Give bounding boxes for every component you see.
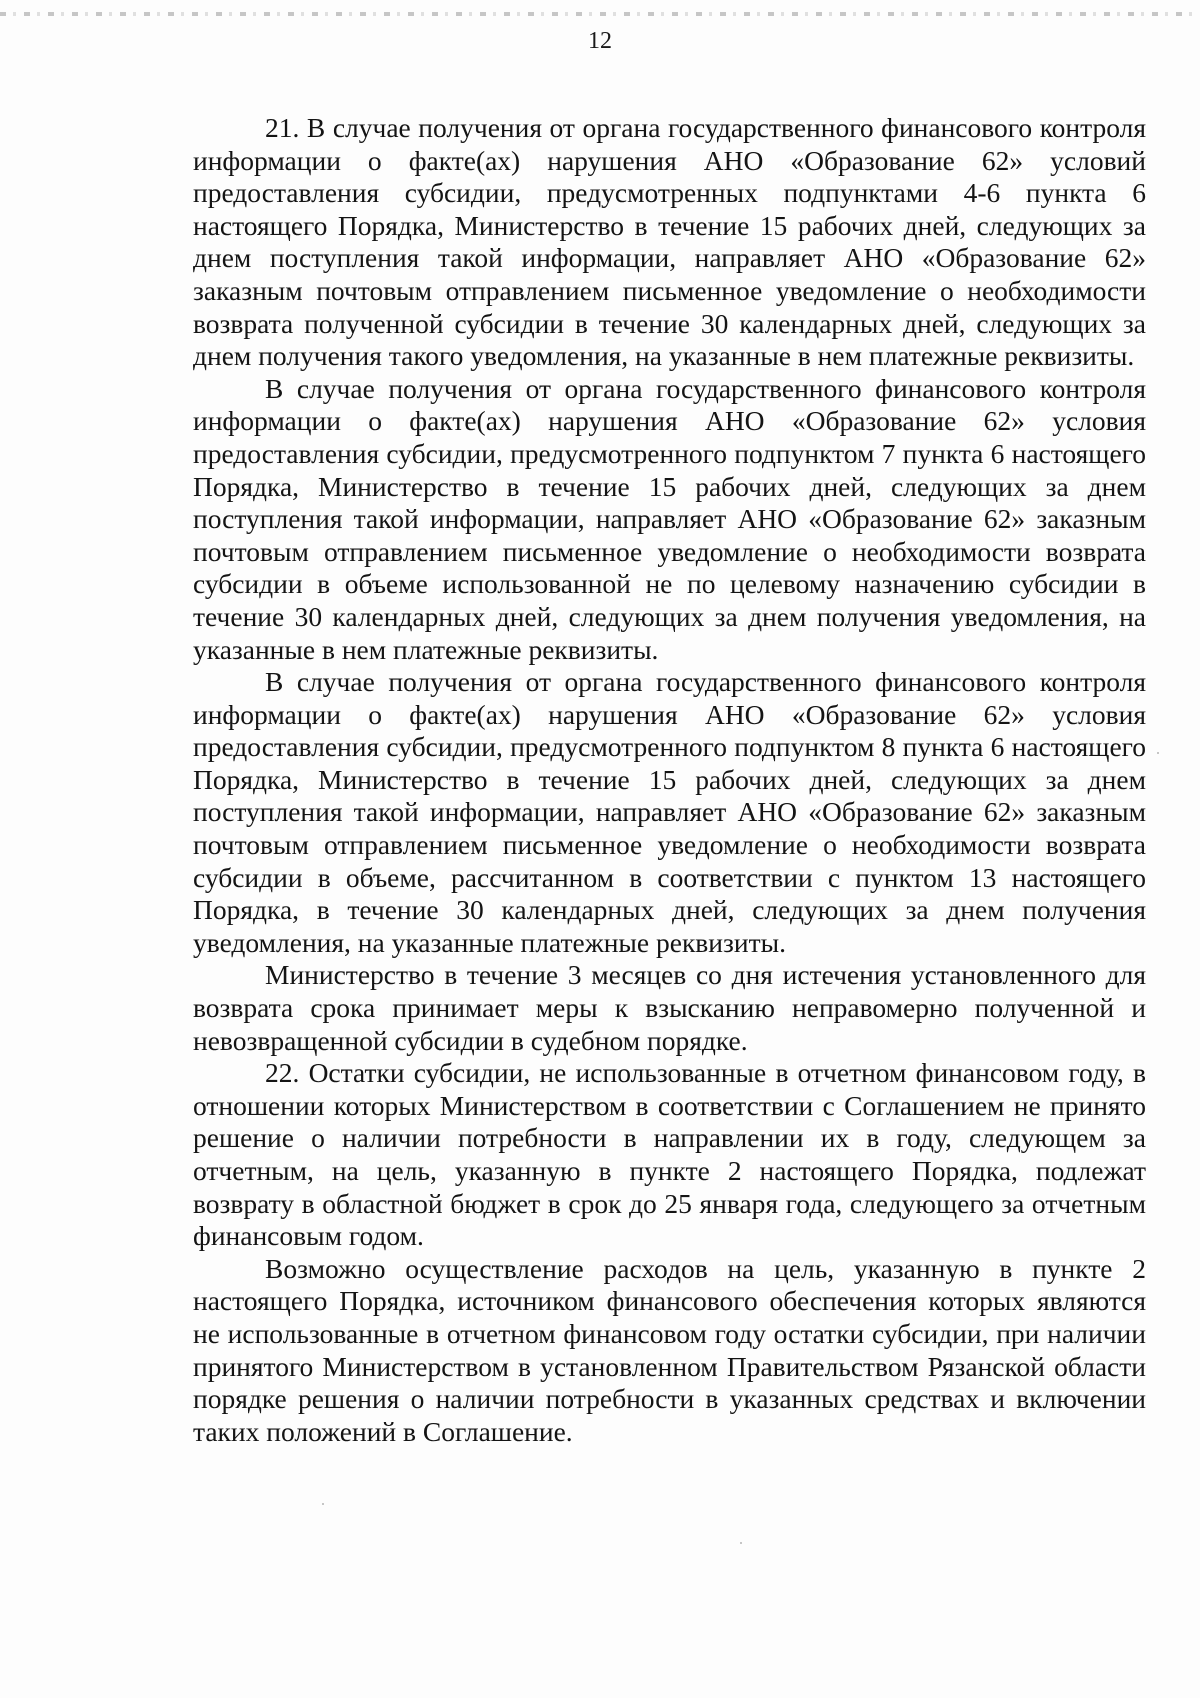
- paragraph-22: 22. Остатки субсидии, не использованные в отчетном финансовом году, в отношении которых Министерством в соответствии с Соглашением не принято решение о наличии потребности в направлении их в году, следующем за отчетным, на цель, указанную в пункте 2 настоящего Порядка, подлежат возврату в областной бюджет в срок до 25 января года, следующего за отчетным финансовым годом.: [193, 1057, 1146, 1252]
- scan-speck: [322, 1503, 324, 1505]
- paragraph-expenses: Возможно осуществление расходов на цель, указанную в пункте 2 настоящего Порядка, источником финансового обеспечения которых являются не использованные в отчетном финансовом году остатки субсидии, при наличии принятого Министерством в установленном Правительством Рязанской области порядке решения о наличии потребности в указанных средствах и включении таких положений в Соглашение.: [193, 1252, 1146, 1447]
- scan-speck: [1157, 752, 1159, 754]
- paragraph-item-7: В случае получения от органа государственного финансового контроля информации о факте(ах) нарушения АНО «Образование 62» условия предоставления субсидии, предусмотренного подпунктом 7 пункта 6 настоящего Порядка, Министерство в течение 15 рабочих дней, следующих за днем поступления такой информации, направляет АНО «Образование 62» заказным почтовым отправлением письменное уведомление о необходимости возврата субсидии в объеме использованной не по целевому назначению субсидии в течение 30 календарных дней, следующих за днем получения уведомления, на указанные в нем платежные реквизиты.: [193, 372, 1146, 665]
- paragraph-court-recovery: Министерство в течение 3 месяцев со дня истечения установленного для возврата срока принимает меры к взысканию неправомерно полученной и невозвращенной субсидии в судебном порядке.: [193, 959, 1146, 1056]
- page-number: 12: [588, 28, 612, 54]
- paragraph-21: 21. В случае получения от органа государственного финансового контроля информации о факте(ах) нарушения АНО «Образование 62» условий предоставления субсидии, предусмотренных подпунктами 4-6 пункта 6 настоящего Порядка, Министерство в течение 15 рабочих дней, следующих за днем поступления такой информации, направляет АНО «Образование 62» заказным почтовым отправлением письменное уведомление о необходимости возврата полученной субсидии в течение 30 календарных дней, следующих за днем получения такого уведомления, на указанные в нем платежные реквизиты.: [193, 112, 1146, 372]
- document-body: [193, 112, 1146, 1448]
- scan-edge-noise: [0, 12, 1200, 16]
- paragraph-item-8: В случае получения от органа государственного финансового контроля информации о факте(ах) нарушения АНО «Образование 62» условия предоставления субсидии, предусмотренного подпунктом 8 пункта 6 настоящего Порядка, Министерство в течение 15 рабочих дней, следующих за днем поступления такой информации, направляет АНО «Образование 62» заказным почтовым отправлением письменное уведомление о необходимости возврата субсидии в объеме, рассчитанном в соответствии с пунктом 13 настоящего Порядка, в течение 30 календарных дней, следующих за днем получения уведомления, на указанные платежные реквизиты.: [193, 666, 1146, 958]
- scan-speck: [740, 1542, 742, 1544]
